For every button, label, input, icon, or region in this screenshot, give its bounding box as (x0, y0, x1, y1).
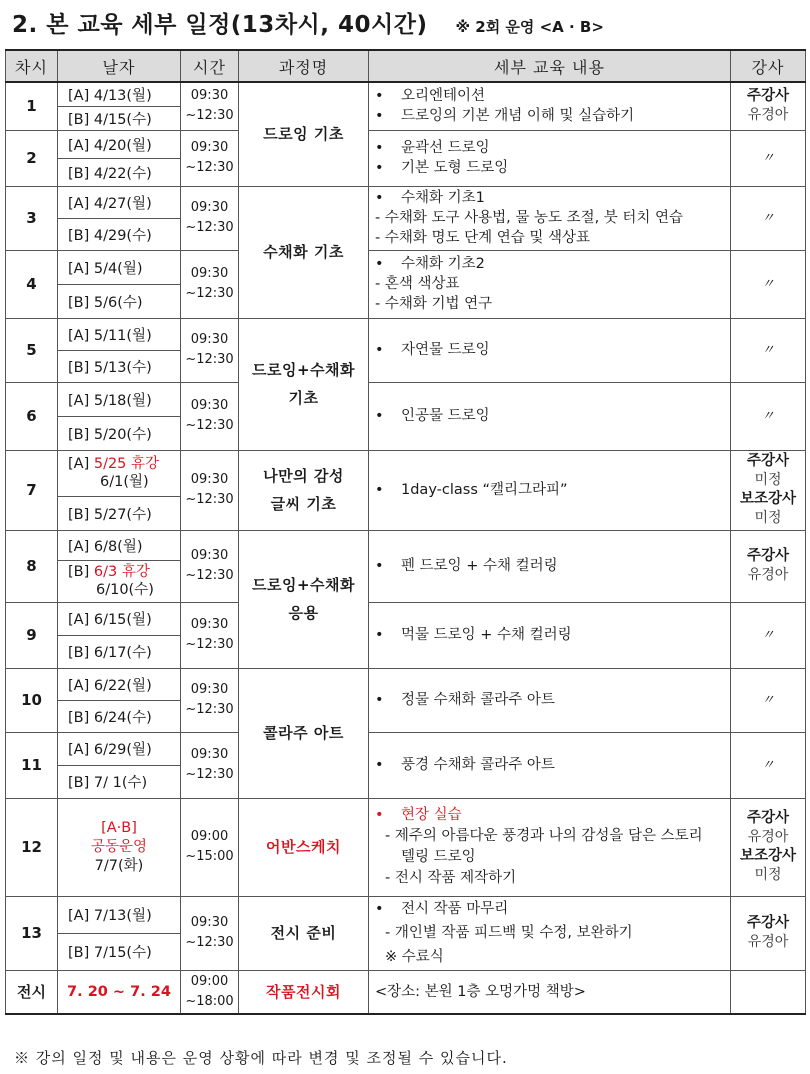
time-cell: 09:30 ~12:30 (181, 602, 239, 668)
detail-cell: • 수채화 기초1 - 수채화 도구 사용법, 물 농도 조절, 붓 터치 연습 - 수채화 명도 단계 연습 및 색상표 (369, 186, 731, 250)
date-a: [A] 6/8(월) (58, 530, 181, 560)
col-header-time: 시간 (181, 50, 239, 82)
date-a: [A] 6/22(월) (58, 668, 181, 700)
date-joint: [A·B] 공동운영 7/7(화) (58, 798, 181, 896)
instructor-cell: 〃 (731, 668, 806, 732)
exhibit-date: 7. 20 ~ 7. 24 (58, 970, 181, 1014)
detail-cell: • 먹물 드로잉 + 수채 컬러링 (369, 602, 731, 668)
page-subtitle: ※ 2회 운영 <A · B> (455, 18, 604, 36)
time-cell: 09:30 ~12:30 (181, 668, 239, 732)
date-b: [B] 6/3 휴강 6/10(수) (58, 560, 181, 602)
col-header-session: 차시 (6, 50, 58, 82)
course-name: 수채화 기초 (239, 186, 369, 318)
date-b: [B] 5/6(수) (58, 284, 181, 318)
detail-cell: • 오리엔테이션 • 드로잉의 기본 개념 이해 및 실습하기 (369, 82, 731, 130)
table-row (6, 250, 806, 284)
detail-cell: • 윤곽선 드로잉 • 기본 도형 드로잉 (369, 130, 731, 186)
session-number: 13 (6, 896, 58, 970)
detail-cell: <장소: 본원 1층 오멍가멍 책방> (369, 970, 731, 1014)
detail-cell: • 인공물 드로잉 (369, 382, 731, 450)
session-number: 11 (6, 732, 58, 798)
table-row (6, 318, 806, 350)
instructor-cell: 주강사 유경아 보조강사 미정 (731, 798, 806, 896)
session-number: 8 (6, 530, 58, 602)
date-a: [A] 4/20(월) (58, 130, 181, 158)
holiday-note: 5/25 휴강 (93, 456, 160, 472)
table-row (6, 82, 806, 106)
table-row (6, 130, 806, 158)
course-name: 드로잉+수채화 응용 (239, 530, 369, 668)
date-a: [A] 6/15(월) (58, 602, 181, 635)
date-a: [A] 4/27(월) (58, 186, 181, 218)
table-row (6, 798, 806, 896)
table-row (6, 186, 806, 218)
instructor-cell: 주강사 유경아 (731, 82, 806, 130)
table-row (6, 668, 806, 700)
detail-cell: • 펜 드로잉 + 수채 컬러링 (369, 530, 731, 602)
course-name: 어반스케치 (239, 798, 369, 896)
session-number: 3 (6, 186, 58, 250)
instructor-cell: 〃 (731, 186, 806, 250)
session-number: 10 (6, 668, 58, 732)
date-a: [A] 6/29(월) (58, 732, 181, 765)
session-number: 2 (6, 130, 58, 186)
date-b: [B] 6/24(수) (58, 700, 181, 732)
session-number: 6 (6, 382, 58, 450)
table-row (6, 732, 806, 765)
col-header-date: 날자 (58, 50, 181, 82)
col-header-instructor: 강사 (731, 50, 806, 82)
date-b: [B] 4/29(수) (58, 218, 181, 250)
detail-cell: • 풍경 수채화 콜라주 아트 (369, 732, 731, 798)
course-name: 전시 준비 (239, 896, 369, 970)
instructor-cell: 〃 (731, 602, 806, 668)
date-a: [A] 5/18(월) (58, 382, 181, 416)
holiday-note: 6/3 휴강 (93, 564, 150, 580)
date-b: [B] 4/15(수) (58, 106, 181, 130)
date-b: [B] 5/13(수) (58, 350, 181, 382)
course-name: 드로잉+수채화 기초 (239, 318, 369, 450)
col-header-course: 과정명 (239, 50, 369, 82)
table-row (6, 530, 806, 560)
session-number: 1 (6, 82, 58, 130)
time-cell: 09:00 ~18:00 (181, 970, 239, 1014)
instructor-cell: 주강사 유경아 (731, 896, 806, 970)
date-a: [A] 4/13(월) (58, 82, 181, 106)
course-name: 나만의 감성 글씨 기초 (239, 450, 369, 530)
time-cell: 09:30 ~12:30 (181, 186, 239, 250)
course-name: 드로잉 기초 (239, 82, 369, 186)
page-header (12, 6, 604, 42)
detail-cell: • 전시 작품 마무리 - 개인별 작품 피드백 및 수정, 보완하기 ※ 수료식 (369, 896, 731, 970)
instructor-cell: 주강사 유경아 (731, 530, 806, 602)
table-header-row (6, 50, 806, 82)
course-name: 작품전시회 (239, 970, 369, 1014)
date-a: [A] 5/25 휴강 6/1(월) (58, 450, 181, 496)
time-cell: 09:30 ~12:30 (181, 530, 239, 602)
session-number: 12 (6, 798, 58, 896)
course-name: 콜라주 아트 (239, 668, 369, 798)
detail-cell: • 자연물 드로잉 (369, 318, 731, 382)
time-cell: 09:30 ~12:30 (181, 450, 239, 530)
time-cell: 09:00 ~15:00 (181, 798, 239, 896)
table-row (6, 896, 806, 933)
instructor-cell (731, 970, 806, 1014)
date-a: [A] 5/4(월) (58, 250, 181, 284)
session-number: 4 (6, 250, 58, 318)
detail-cell: • 현장 실습 - 제주의 아름다운 풍경과 나의 감성을 담은 스토리 텔링 드로잉 - 전시 작품 제작하기 (369, 798, 731, 896)
date-b: [B] 5/20(수) (58, 416, 181, 450)
time-cell: 09:30 ~12:30 (181, 732, 239, 798)
col-header-detail: 세부 교육 내용 (369, 50, 731, 82)
instructor-cell: 주강사 미정 보조강사 미정 (731, 450, 806, 530)
instructor-cell: 〃 (731, 130, 806, 186)
table-row (6, 450, 806, 496)
schedule-table (5, 49, 806, 1015)
date-b: [B] 5/27(수) (58, 496, 181, 530)
page-title: 2. 본 교육 세부 일정(13차시, 40시간) (12, 12, 428, 38)
date-a: [A] 7/13(월) (58, 896, 181, 933)
time-cell: 09:30 ~12:30 (181, 82, 239, 130)
detail-cell: • 정물 수채화 콜라주 아트 (369, 668, 731, 732)
footnote: ※ 강의 일정 및 내용은 운영 상황에 따라 변경 및 조정될 수 있습니다. (14, 1049, 508, 1067)
instructor-cell: 〃 (731, 732, 806, 798)
session-number: 5 (6, 318, 58, 382)
time-cell: 09:30 ~12:30 (181, 130, 239, 186)
time-cell: 09:30 ~12:30 (181, 382, 239, 450)
session-number: 9 (6, 602, 58, 668)
time-cell: 09:30 ~12:30 (181, 896, 239, 970)
session-number: 7 (6, 450, 58, 530)
instructor-cell: 〃 (731, 318, 806, 382)
table-row (6, 382, 806, 416)
detail-cell: • 수채화 기초2 - 혼색 색상표 - 수채화 기법 연구 (369, 250, 731, 318)
session-number: 전시 (6, 970, 58, 1014)
date-b: [B] 7/15(수) (58, 933, 181, 970)
table-row (6, 602, 806, 635)
time-cell: 09:30 ~12:30 (181, 318, 239, 382)
detail-cell: • 1day-class “캘리그라피” (369, 450, 731, 530)
time-cell: 09:30 ~12:30 (181, 250, 239, 318)
instructor-cell: 〃 (731, 382, 806, 450)
date-b: [B] 4/22(수) (58, 158, 181, 186)
date-b: [B] 7/ 1(수) (58, 765, 181, 798)
date-a: [A] 5/11(월) (58, 318, 181, 350)
table-row (6, 970, 806, 1014)
date-b: [B] 6/17(수) (58, 635, 181, 668)
instructor-cell: 〃 (731, 250, 806, 318)
